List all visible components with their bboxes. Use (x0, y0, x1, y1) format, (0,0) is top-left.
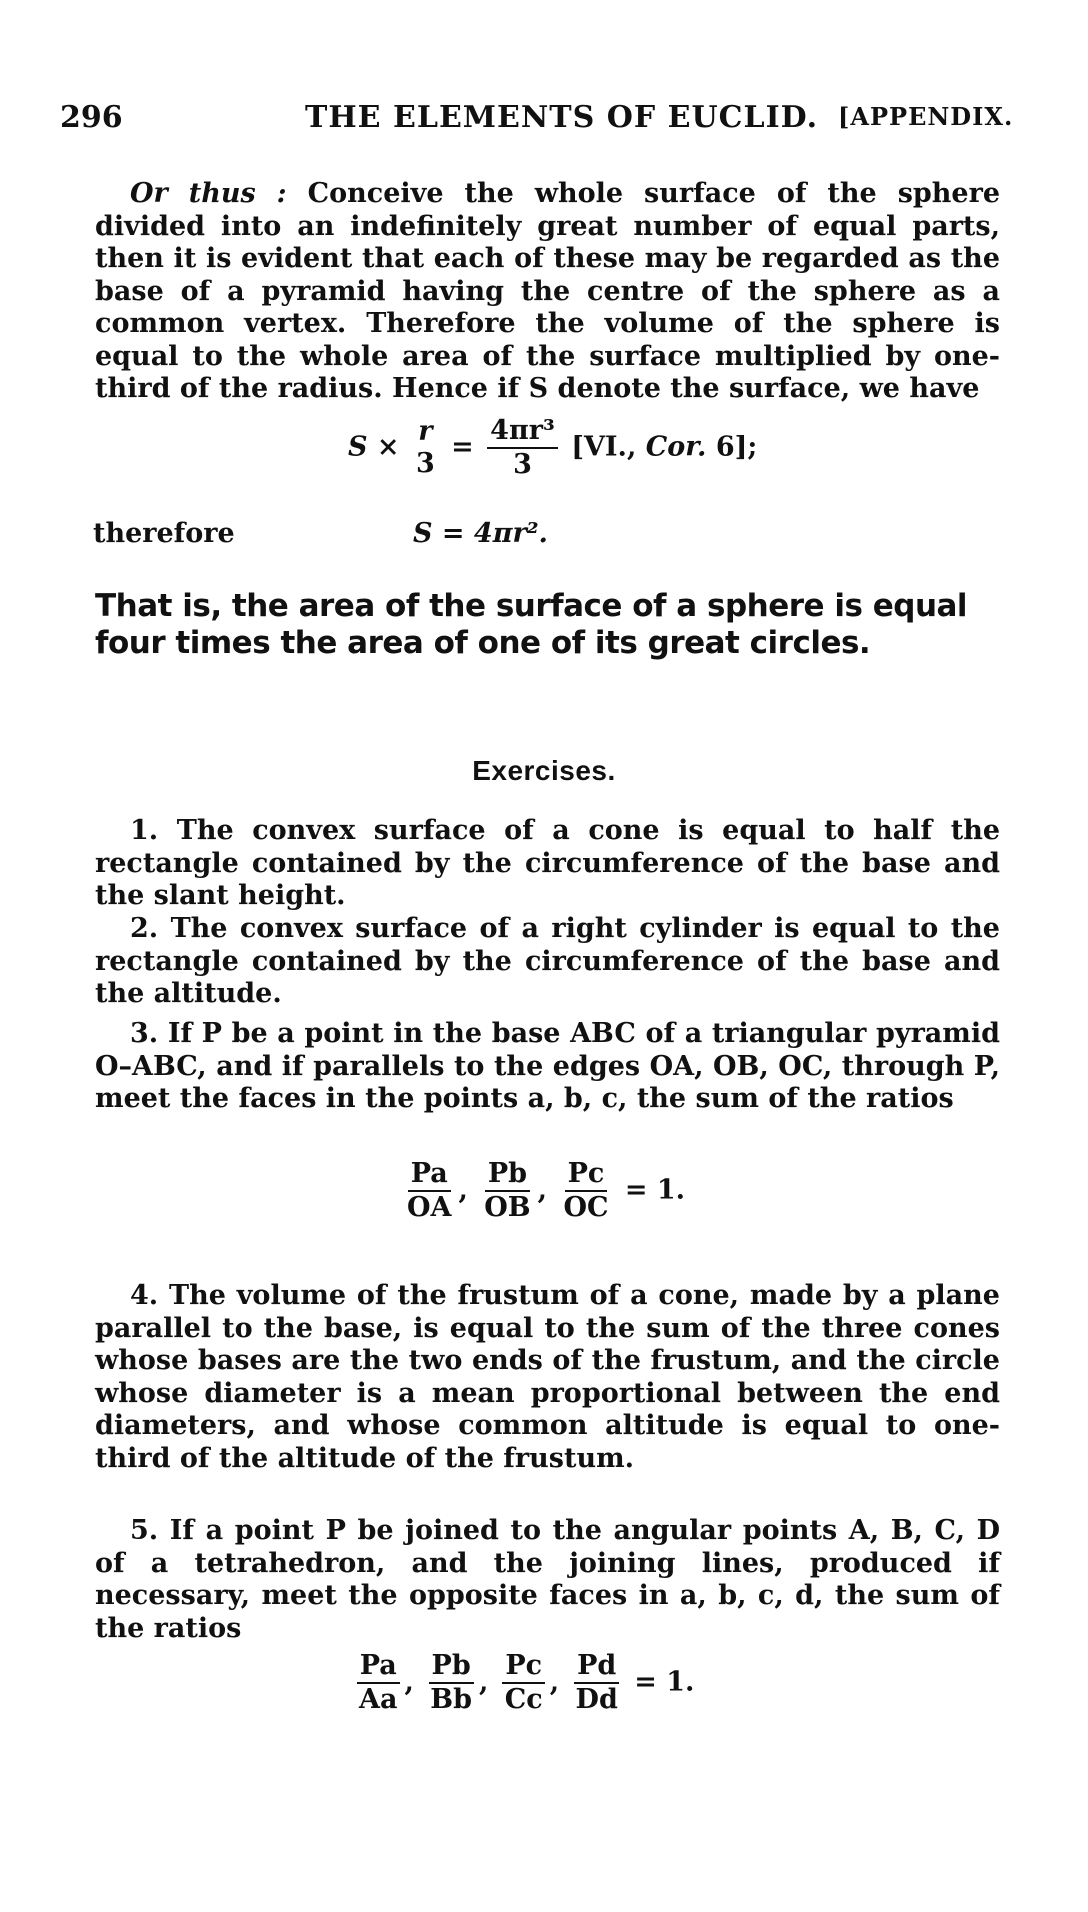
exercise-4-number: 4. (130, 1280, 159, 1311)
exercise-3-text: If P be a point in the base ABC of a triangular pyramid O–ABC, and if parallels to the edges OA, OB, OC, through P, meet the faces in the points a, b, c, the sum of the ratios (95, 1018, 1000, 1114)
ratio-pc-cc (502, 1650, 546, 1716)
ratios-3-result: = 1. (624, 1174, 686, 1206)
ratio-pc-oc-numerator: Pc (565, 1158, 608, 1192)
running-title: THE ELEMENTS OF EUCLID. (305, 100, 819, 135)
conclusion-statement: That is, the area of the surface of a sphere is equal four times the area of one of its great circles. (95, 588, 968, 661)
eq1-reference-cor: Cor. (645, 431, 707, 463)
exercise-2 (95, 913, 1000, 1011)
ratios-5-result: = 1. (634, 1666, 695, 1698)
ratio-pb-bb (427, 1650, 475, 1716)
section-label: [APPENDIX. (838, 102, 1014, 131)
exercises-heading: Exercises. (472, 755, 616, 786)
eq1-reference: [VI., (571, 431, 637, 463)
ratio-pa-oa (404, 1158, 454, 1224)
ratio-pb-bb-denominator: Bb (430, 1684, 472, 1715)
ratio-pa-oa-numerator: Pa (408, 1158, 451, 1192)
equation-surface: S = 4πr². (413, 518, 548, 549)
ratio-pc-oc-denominator: OC (563, 1192, 609, 1223)
exercise-4 (95, 1280, 1000, 1475)
exercise-1-number: 1. (130, 815, 159, 846)
ratios-equation-5: $\frac{Pa}{Aa}$ , $\frac{Pb}{Bb}$ , $\frac{Pc}{Cc}$ , $\frac{Pd}{Dd}$ = 1. (352, 1650, 694, 1716)
ratio-pb-ob-denominator: OB (484, 1192, 531, 1223)
exercise-1 (95, 815, 1000, 913)
exercise-5 (95, 1515, 1000, 1645)
ratio-pb-ob (481, 1158, 533, 1224)
exercise-3-number: 3. (130, 1018, 159, 1049)
exercise-2-text: The convex surface of a right cylinder is equal to the rectangle contained by the circumference of the base and the altitude. (95, 913, 1000, 1009)
eq1-fraction-4pir3-over-3 (487, 415, 558, 481)
page-header (60, 100, 1014, 140)
ratio-pc-cc-denominator: Cc (504, 1684, 543, 1715)
exercise-4-text: The volume of the frustum of a cone, made by a plane parallel to the base, is equal to the sum of the three cones whose bases are the two ends of the frustum, and the circle whose diameter is a mean proportional between the end diameters, and whose common altitude is equal to one-third of the altitude of the frustum. (95, 1280, 1000, 1474)
ratio-pc-oc (560, 1158, 611, 1224)
intro-text: Conceive the whole surface of the sphere divided into an indefinitely great number of equal parts, then it is evident that each of these may be regarded as the base of a pyramid having the centre of the sphere as a common vertex. Therefore the volume of the sphere is equal to the whole area of the surface multiplied by one-third of the radius. Hence if S denote the surface, we have (95, 178, 1000, 404)
ratio-pa-aa-numerator: Pa (357, 1650, 400, 1684)
ratios-equation-3: $\frac{Pa}{OA}$ , $\frac{Pb}{OB}$ , $\frac{Pc}{OC}$ = 1. (400, 1158, 685, 1224)
exercise-2-number: 2. (130, 913, 159, 944)
exercise-1-text: The convex surface of a cone is equal to half the rectangle contained by the circumference of the base and the slant height. (95, 815, 1000, 911)
ratio-pa-oa-denominator: OA (407, 1192, 452, 1223)
eq1-frac2-numerator: 4πr³ (487, 415, 558, 449)
ratio-pd-dd (573, 1650, 621, 1716)
eq1-lhs: S × (348, 431, 400, 463)
ratio-pb-bb-numerator: Pb (429, 1650, 474, 1684)
ratio-pd-dd-denominator: Dd (575, 1684, 618, 1715)
eq1-frac1-denominator: 3 (415, 448, 435, 479)
ratio-pd-dd-numerator: Pd (574, 1650, 619, 1684)
ratio-pa-aa-denominator: Aa (359, 1684, 398, 1715)
exercise-5-text: If a point P be joined to the angular points A, B, C, D of a tetrahedron, and the joining lines, produced if necessary, meet the opposite faces in a, b, c, d, the sum of the ratios (95, 1515, 1000, 1644)
eq1-reference-end: 6]; (715, 431, 758, 463)
ratio-pc-cc-numerator: Pc (502, 1650, 545, 1684)
eq1-frac1-numerator: r (418, 416, 433, 447)
equation-volume (348, 415, 757, 481)
eq1-frac2-denominator: 3 (513, 449, 532, 480)
intro-lead: Or thus : (130, 178, 287, 209)
eq1-fraction-r-over-3 (413, 416, 438, 480)
therefore-label: therefore (93, 518, 235, 549)
intro-paragraph (95, 178, 1000, 406)
exercise-5-number: 5. (130, 1515, 159, 1546)
ratio-pb-ob-numerator: Pb (485, 1158, 530, 1192)
ratio-pa-aa (356, 1650, 400, 1716)
eq1-equals: = (451, 431, 474, 463)
exercise-3 (95, 1018, 1000, 1116)
page-number: 296 (60, 100, 123, 135)
